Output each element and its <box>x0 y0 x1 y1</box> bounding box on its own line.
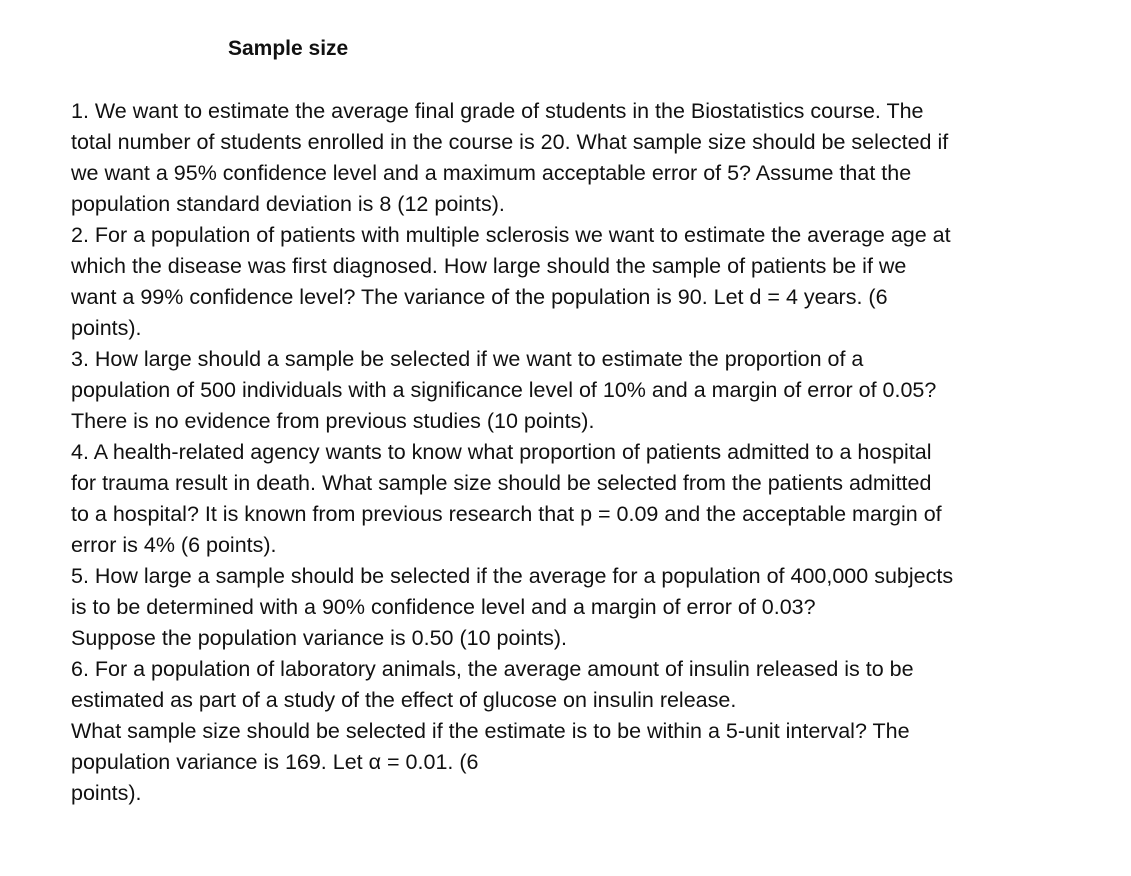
text-line: 1. We want to estimate the average final grade of students in the Biostatistics course. The <box>71 99 924 123</box>
text-line: 2. For a population of patients with multiple sclerosis we want to estimate the average age at <box>71 223 951 247</box>
text-line: is to be determined with a 90% confidence level and a margin of error of 0.03? <box>71 595 816 619</box>
text-line: population standard deviation is 8 (12 points). <box>71 192 505 216</box>
text-line: which the disease was first diagnosed. How large should the sample of patients be if we <box>71 254 907 278</box>
text-line: total number of students enrolled in the course is 20. What sample size should be selected if <box>71 130 949 154</box>
text-line: Suppose the population variance is 0.50 (10 points). <box>71 626 568 650</box>
text-line: for trauma result in death. What sample size should be selected from the patients admitted <box>71 471 932 495</box>
text-line: 6. For a population of laboratory animals, the average amount of insulin released is to be <box>71 657 914 681</box>
text-line: to a hospital? It is known from previous research that p = 0.09 and the acceptable margin of <box>71 502 942 526</box>
text-line: error is 4% (6 points). <box>71 533 277 557</box>
text-line: estimated as part of a study of the effect of glucose on insulin release. <box>71 688 737 712</box>
text-line: points). <box>71 781 142 805</box>
text-line: 3. How large should a sample be selected if we want to estimate the proportion of a <box>71 347 864 371</box>
text-line: 4. A health-related agency wants to know what proportion of patients admitted to a hospital <box>71 440 932 464</box>
document-title: Sample size <box>228 37 349 60</box>
text-line: want a 99% confidence level? The variance of the population is 90. Let d = 4 years. (6 <box>71 285 888 309</box>
text-line: 5. How large a sample should be selected if the average for a population of 400,000 subjects <box>71 564 954 588</box>
text-line: population of 500 individuals with a significance level of 10% and a margin of error of 0.05? <box>71 378 937 402</box>
text-line: population variance is 169. Let α = 0.01. (6 <box>71 750 479 774</box>
text-line: What sample size should be selected if the estimate is to be within a 5-unit interval? The <box>71 719 910 743</box>
document-body <box>71 96 1121 809</box>
text-line: There is no evidence from previous studies (10 points). <box>71 409 595 433</box>
text-line: we want a 95% confidence level and a maximum acceptable error of 5? Assume that the <box>71 161 912 185</box>
text-line: points). <box>71 316 142 340</box>
